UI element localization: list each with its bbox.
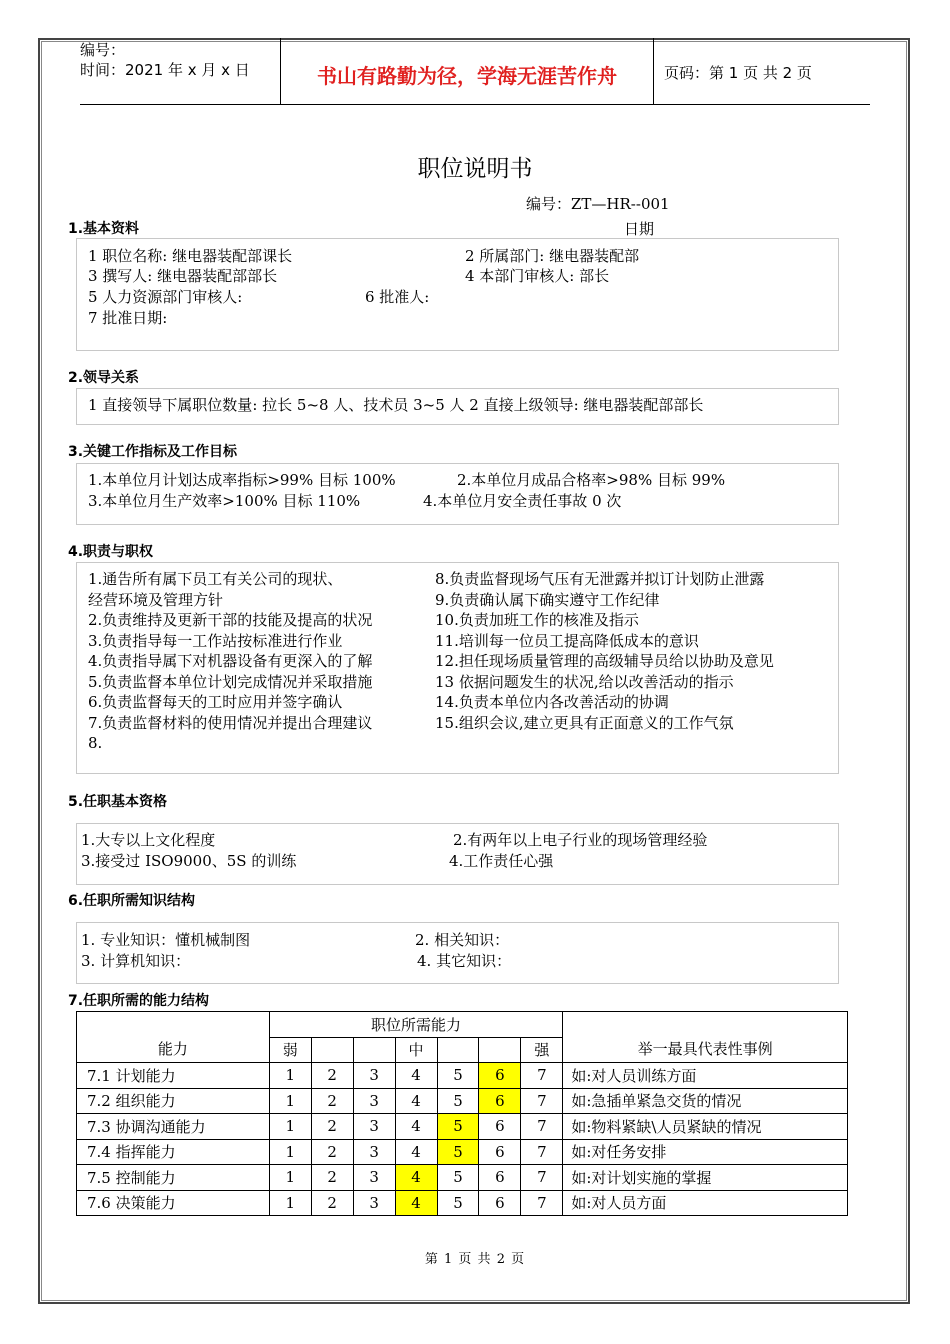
section-heading-reporting: 2.领导关系 — [68, 370, 140, 386]
basic-info-box — [76, 238, 839, 351]
ability-level-cell: 7 — [521, 1114, 563, 1140]
duty-item: 14.负责本单位内各改善活动的协调 — [435, 693, 669, 711]
duty-item: 12.担任现场质量管理的高级辅导员给以协助及意见 — [435, 652, 774, 670]
duty-item: 6.负责监督每天的工时应用并签字确认 — [88, 693, 343, 711]
section-heading-abilities: 7.任职所需的能力结构 — [68, 993, 210, 1009]
number-label: 编号： — [80, 41, 126, 59]
ability-level-cell: 7 — [521, 1063, 563, 1089]
ability-level-cell: 6 — [479, 1190, 521, 1216]
duty-item: 7.负责监督材料的使用情况并提出合理建议 — [88, 714, 373, 732]
scale-label — [479, 1037, 521, 1063]
scale-label: 弱 — [269, 1037, 311, 1063]
ability-level-cell: 4 — [395, 1088, 437, 1114]
ability-row — [77, 1139, 848, 1165]
ability-row — [77, 1088, 848, 1114]
ability-level-cell: 2 — [311, 1063, 353, 1089]
kpi-item: 2.本单位月成品合格率>98% 目标 99% — [457, 471, 726, 489]
approval-date-field: 7 批准日期: — [88, 309, 168, 327]
ability-level-cell: 5 — [437, 1139, 479, 1165]
ability-name: 7.5 控制能力 — [77, 1165, 270, 1191]
ability-level-cell: 7 — [521, 1165, 563, 1191]
ability-level-cell: 5 — [437, 1190, 479, 1216]
ability-col-header: 能力 — [77, 1012, 270, 1063]
hr-reviewer-field: 5 人力资源部门审核人: — [88, 288, 243, 306]
ability-level-cell: 3 — [353, 1114, 395, 1140]
knowledge-box — [76, 922, 839, 984]
document-title: 职位说明书 — [417, 156, 533, 182]
ability-example: 如:急插单紧急交货的情况 — [563, 1088, 848, 1114]
ability-level-cell: 6 — [479, 1165, 521, 1191]
ability-level-cell: 1 — [269, 1139, 311, 1165]
ability-level-cell: 6 — [479, 1139, 521, 1165]
duties-box — [76, 562, 839, 774]
section-heading-knowledge: 6.任职所需知识结构 — [68, 893, 196, 909]
ability-level-cell: 5 — [437, 1165, 479, 1191]
ability-level-cell: 1 — [269, 1165, 311, 1191]
date-label: 日期 — [624, 220, 655, 238]
qualification-item: 4.工作责任心强 — [449, 852, 554, 870]
ability-level-cell: 6 — [479, 1063, 521, 1089]
duty-item: 10.负责加班工作的核准及指示 — [435, 611, 639, 629]
ability-level-cell: 1 — [269, 1114, 311, 1140]
duty-item: 1.通告所有属下员工有关公司的现状、 — [88, 570, 343, 588]
ability-level-cell: 2 — [311, 1088, 353, 1114]
header-motto: 书山有路勤为径，学海无涯苦作舟 — [317, 64, 617, 88]
ability-name: 7.2 组织能力 — [77, 1088, 270, 1114]
knowledge-item: 4. 其它知识： — [417, 952, 512, 970]
scale-label — [437, 1037, 479, 1063]
ability-level-cell: 1 — [269, 1063, 311, 1089]
ability-level-cell: 5 — [437, 1114, 479, 1140]
ability-row — [77, 1165, 848, 1191]
ability-level-cell: 1 — [269, 1088, 311, 1114]
page-footer: 第 1 页 共 2 页 — [424, 1252, 526, 1267]
scale-label — [311, 1037, 353, 1063]
job-title-field: 1 职位名称: 继电器装配部课长 — [88, 247, 293, 265]
duty-item: 8. — [88, 734, 103, 752]
ability-table — [76, 1011, 848, 1216]
qualification-item: 3.接受过 ISO9000、5S 的训练 — [81, 852, 297, 870]
ability-header-row — [77, 1012, 848, 1038]
knowledge-item: 1. 专业知识：懂机械制图 — [81, 931, 251, 949]
ability-level-cell: 2 — [311, 1190, 353, 1216]
knowledge-item: 3. 计算机知识： — [81, 952, 191, 970]
ability-row — [77, 1114, 848, 1140]
header-divider — [653, 38, 654, 105]
approver-field: 6 批准人: — [365, 288, 430, 306]
ability-level-cell: 4 — [395, 1114, 437, 1140]
section-heading-basic-info: 1.基本资料 — [68, 221, 140, 237]
ability-level-cell: 4 — [395, 1165, 437, 1191]
ability-level-cell: 2 — [311, 1139, 353, 1165]
author-field: 3 撰写人: 继电器装配部部长 — [88, 267, 278, 285]
duty-item: 经营环境及管理方针 — [88, 591, 224, 609]
ability-example: 如:对计划实施的掌握 — [563, 1165, 848, 1191]
ability-level-cell: 6 — [479, 1088, 521, 1114]
ability-rows — [77, 1063, 848, 1216]
ability-level-cell: 4 — [395, 1063, 437, 1089]
ability-row — [77, 1190, 848, 1216]
ability-row — [77, 1063, 848, 1089]
ability-level-cell: 3 — [353, 1139, 395, 1165]
qualifications-box — [76, 823, 839, 885]
ability-example: 如:对人员方面 — [563, 1190, 848, 1216]
ability-level-cell: 7 — [521, 1088, 563, 1114]
ability-level-cell: 3 — [353, 1088, 395, 1114]
ability-example: 如:物料紧缺\人员紧缺的情况 — [563, 1114, 848, 1140]
kpi-item: 3.本单位月生产效率>100% 目标 110% — [88, 492, 361, 510]
qualification-item: 2.有两年以上电子行业的现场管理经验 — [453, 831, 708, 849]
reporting-box — [76, 388, 839, 425]
ability-level-cell: 4 — [395, 1190, 437, 1216]
ability-level-cell: 7 — [521, 1190, 563, 1216]
duty-item: 4.负责指导属下对机器设备有更深入的了解 — [88, 652, 373, 670]
header-meta — [80, 40, 280, 80]
knowledge-item: 2. 相关知识： — [415, 931, 510, 949]
ability-level-cell: 5 — [437, 1088, 479, 1114]
kpi-item: 1.本单位月计划达成率指标>99% 目标 100% — [88, 471, 396, 489]
section-heading-qualifications: 5.任职基本资格 — [68, 794, 168, 810]
duty-item: 9.负责确认属下确实遵守工作纪律 — [435, 591, 660, 609]
duty-item: 3.负责指导每一工作站按标准进行作业 — [88, 632, 343, 650]
scale-label — [353, 1037, 395, 1063]
dept-reviewer-field: 4 本部门审核人: 部长 — [465, 267, 610, 285]
ability-level-cell: 4 — [395, 1139, 437, 1165]
section-heading-duties: 4.职责与职权 — [68, 544, 154, 560]
ability-level-cell: 1 — [269, 1190, 311, 1216]
ability-level-cell: 2 — [311, 1114, 353, 1140]
duty-item: 15.组织会议,建立更具有正面意义的工作气氛 — [435, 714, 734, 732]
ability-name: 7.6 决策能力 — [77, 1190, 270, 1216]
ability-name: 7.4 指挥能力 — [77, 1139, 270, 1165]
ability-level-cell: 3 — [353, 1190, 395, 1216]
ability-level-cell: 2 — [311, 1165, 353, 1191]
kpi-box — [76, 463, 839, 525]
scale-label: 强 — [521, 1037, 563, 1063]
page-label: 页码：第 1 页 共 2 页 — [664, 64, 812, 82]
page-header — [80, 38, 870, 105]
reporting-line: 1 直接领导下属职位数量: 拉长 5~8 人、技术员 3~5 人 2 直接上级领导: 继电器装配部部长 — [88, 396, 704, 414]
ability-level-cell: 3 — [353, 1063, 395, 1089]
example-col-header: 举一最具代表性事例 — [563, 1012, 848, 1063]
ability-level-cell: 5 — [437, 1063, 479, 1089]
ability-level-cell: 3 — [353, 1165, 395, 1191]
time-label: 时间：2021 年 x 月 x 日 — [80, 61, 250, 79]
ability-example: 如:对任务安排 — [563, 1139, 848, 1165]
kpi-item: 4.本单位月安全责任事故 0 次 — [423, 492, 622, 510]
qualification-item: 1.大专以上文化程度 — [81, 831, 216, 849]
document-number: 编号：ZT—HR--001 — [526, 195, 670, 213]
duty-item: 8.负责监督现场气压有无泄露并拟订计划防止泄露 — [435, 570, 765, 588]
section-heading-kpi: 3.关键工作指标及工作目标 — [68, 444, 238, 460]
department-field: 2 所属部门: 继电器装配部 — [465, 247, 640, 265]
ability-name: 7.3 协调沟通能力 — [77, 1114, 270, 1140]
duty-item: 5.负责监督本单位计划完成情况并采取措施 — [88, 673, 373, 691]
ability-level-cell: 6 — [479, 1114, 521, 1140]
ability-name: 7.1 计划能力 — [77, 1063, 270, 1089]
duty-item: 11.培训每一位员工提高降低成本的意识 — [435, 632, 699, 650]
duty-item: 13 依据问题发生的状况,给以改善活动的指示 — [435, 673, 734, 691]
ability-level-cell: 7 — [521, 1139, 563, 1165]
duty-item: 2.负责维持及更新干部的技能及提高的状况 — [88, 611, 373, 629]
ability-example: 如:对人员训练方面 — [563, 1063, 848, 1089]
scale-label: 中 — [395, 1037, 437, 1063]
required-ability-header: 职位所需能力 — [269, 1012, 563, 1038]
